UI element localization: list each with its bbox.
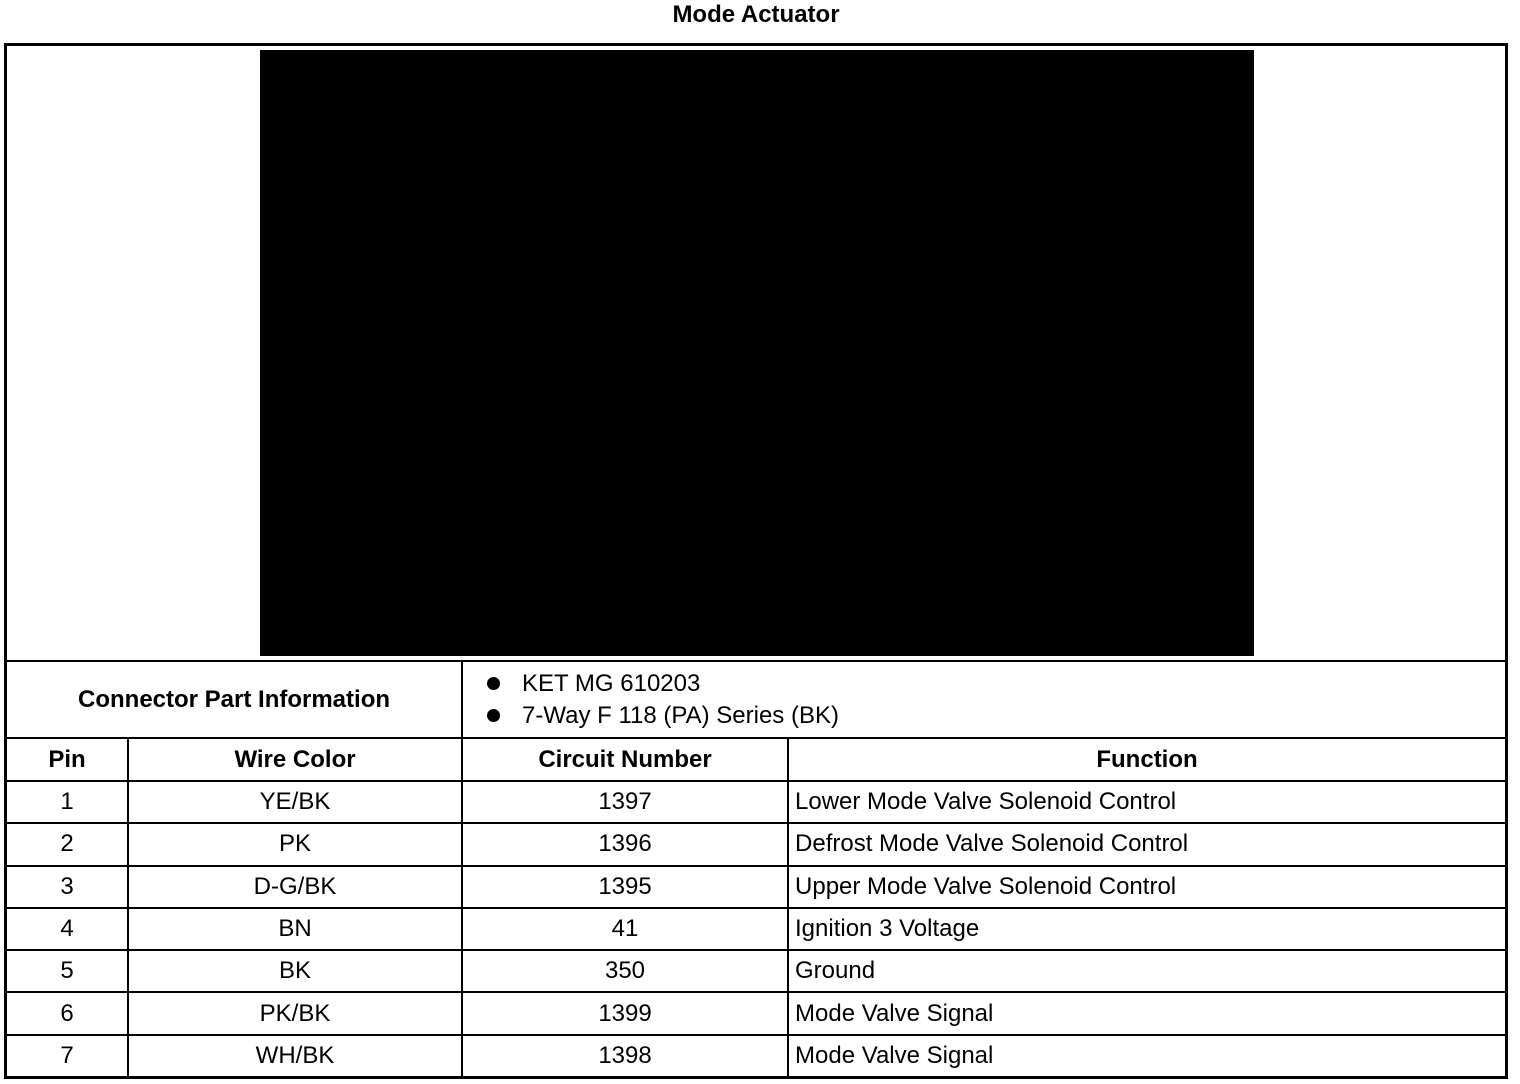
column-header-pin: Pin [7,738,128,781]
wire-color-cell: BK [128,950,462,992]
table-row [7,992,1505,1034]
pin-cell: 4 [7,908,128,950]
table-row [7,908,1505,950]
connector-image-area [7,46,1505,662]
pin-cell: 3 [7,866,128,908]
connector-part-info-row [7,662,1505,738]
part-info-text: 7-Way F 118 (PA) Series (BK) [522,701,839,729]
connector-part-info-cell [462,662,1505,738]
circuit-number-cell: 1397 [462,781,788,823]
connector-end-view-frame [4,43,1508,1079]
function-cell: Defrost Mode Valve Solenoid Control [788,823,1505,865]
pin-cell: 2 [7,823,128,865]
wire-color-cell: YE/BK [128,781,462,823]
list-item [487,700,1499,732]
function-cell: Mode Valve Signal [788,1035,1505,1077]
column-header-wire-color: Wire Color [128,738,462,781]
function-cell: Lower Mode Valve Solenoid Control [788,781,1505,823]
circuit-number-cell: 350 [462,950,788,992]
bullet-icon [487,677,500,690]
page-title: Mode Actuator [672,1,840,28]
wire-color-cell: BN [128,908,462,950]
pinout-table [7,662,1505,1077]
table-row [7,866,1505,908]
pin-cell: 6 [7,992,128,1034]
circuit-number-cell: 1399 [462,992,788,1034]
table-row [7,950,1505,992]
column-header-function: Function [788,738,1505,781]
part-info-text: KET MG 610203 [522,669,701,697]
connector-part-info-label: Connector Part Information [7,662,462,738]
wire-color-cell: PK/BK [128,992,462,1034]
connector-face-image [260,50,1254,656]
wire-color-cell: D-G/BK [128,866,462,908]
circuit-number-cell: 41 [462,908,788,950]
circuit-number-cell: 1395 [462,866,788,908]
table-header-row [7,738,1505,781]
function-cell: Ground [788,950,1505,992]
list-item [487,668,1499,700]
table-row [7,781,1505,823]
circuit-number-cell: 1398 [462,1035,788,1077]
function-cell: Mode Valve Signal [788,992,1505,1034]
wire-color-cell: WH/BK [128,1035,462,1077]
table-row [7,1035,1505,1077]
column-header-circuit-number: Circuit Number [462,738,788,781]
connector-part-info-list [469,668,1499,732]
bullet-icon [487,709,500,722]
pin-cell: 1 [7,781,128,823]
function-cell: Ignition 3 Voltage [788,908,1505,950]
wire-color-cell: PK [128,823,462,865]
function-cell: Upper Mode Valve Solenoid Control [788,866,1505,908]
table-row [7,823,1505,865]
circuit-number-cell: 1396 [462,823,788,865]
pin-cell: 5 [7,950,128,992]
pin-cell: 7 [7,1035,128,1077]
